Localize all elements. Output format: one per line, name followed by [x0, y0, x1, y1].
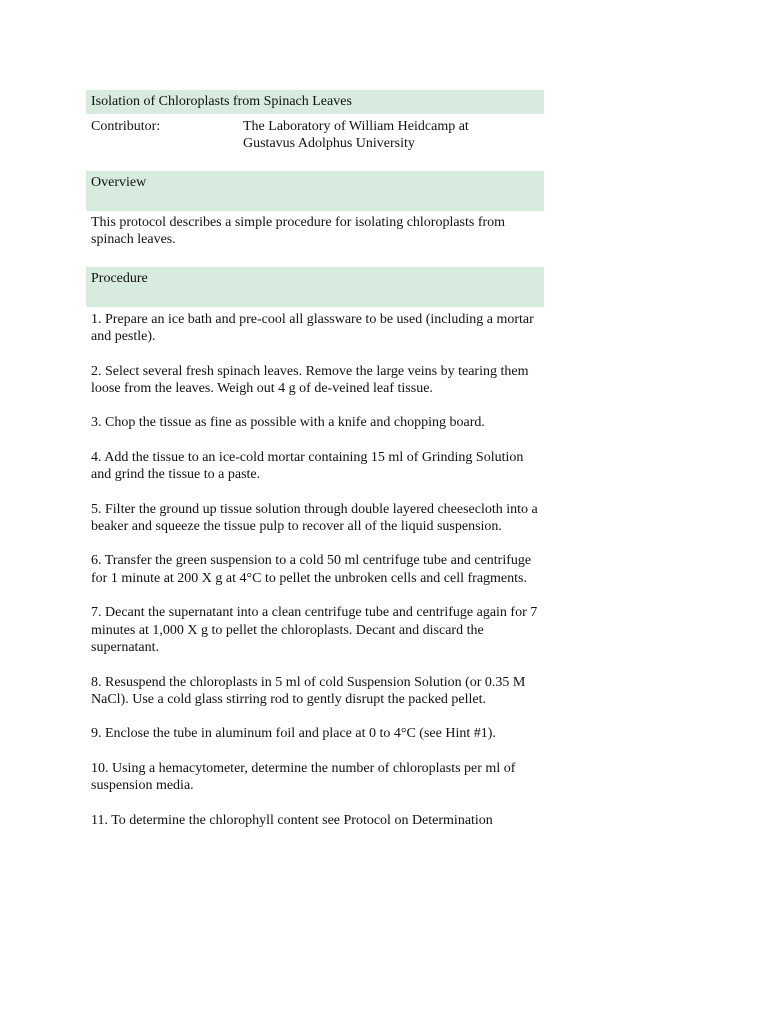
- procedure-heading: Procedure: [86, 267, 544, 307]
- procedure-steps: [86, 311, 544, 829]
- contributor-value-line1: The Laboratory of William Heidcamp at: [243, 119, 469, 134]
- procedure-step: 5. Filter the ground up tissue solution through double layered cheesecloth into a beaker and squeeze the tissue pulp to recover all of the liquid suspension.: [91, 501, 538, 535]
- procedure-step: 3. Chop the tissue as fine as possible with a knife and chopping board.: [91, 415, 485, 431]
- procedure-step: 7. Decant the supernatant into a clean centrifuge tube and centrifuge again for 7 minutes at 1,000 X g to pellet the chloroplasts. Decant and discard the supernatant.: [91, 605, 538, 656]
- contributor-label: Contributor:: [91, 119, 161, 134]
- document-title: Isolation of Chloroplasts from Spinach Leaves: [86, 90, 544, 114]
- overview-heading: Overview: [86, 171, 544, 211]
- procedure-step: 4. Add the tissue to an ice-cold mortar containing 15 ml of Grinding Solution and grind the tissue to a paste.: [91, 449, 524, 483]
- document-page: [86, 90, 544, 846]
- contributor-row: [86, 114, 544, 152]
- contributor-value-line2: Gustavus Adolphus University: [243, 136, 415, 151]
- procedure-step: 6. Transfer the green suspension to a cold 50 ml centrifuge tube and centrifuge for 1 minute at 200 X g at 4°C to pellet the unbroken cells and cell fragments.: [91, 553, 532, 586]
- procedure-step: 10. Using a hemacytometer, determine the number of chloroplasts per ml of suspension media.: [91, 760, 516, 794]
- procedure-step: 1. Prepare an ice bath and pre-cool all glassware to be used (including a mortar and pestle).: [91, 311, 534, 345]
- overview-text: This protocol describes a simple procedure for isolating chloroplasts from spinach leaves.: [91, 215, 506, 248]
- procedure-step: 2. Select several fresh spinach leaves. Remove the large veins by tearing them loose from the leaves. Weigh out 4 g of de-veined leaf tissue.: [91, 363, 529, 397]
- procedure-step: 9. Enclose the tube in aluminum foil and place at 0 to 4°C (see Hint #1).: [91, 726, 496, 742]
- procedure-step: 11. To determine the chlorophyll content see Protocol on Determination: [91, 812, 493, 828]
- procedure-step: 8. Resuspend the chloroplasts in 5 ml of cold Suspension Solution (or 0.35 M NaCl). Use a cold glass stirring rod to gently disrupt the packed pellet.: [91, 674, 526, 707]
- contributor-value: [243, 118, 539, 152]
